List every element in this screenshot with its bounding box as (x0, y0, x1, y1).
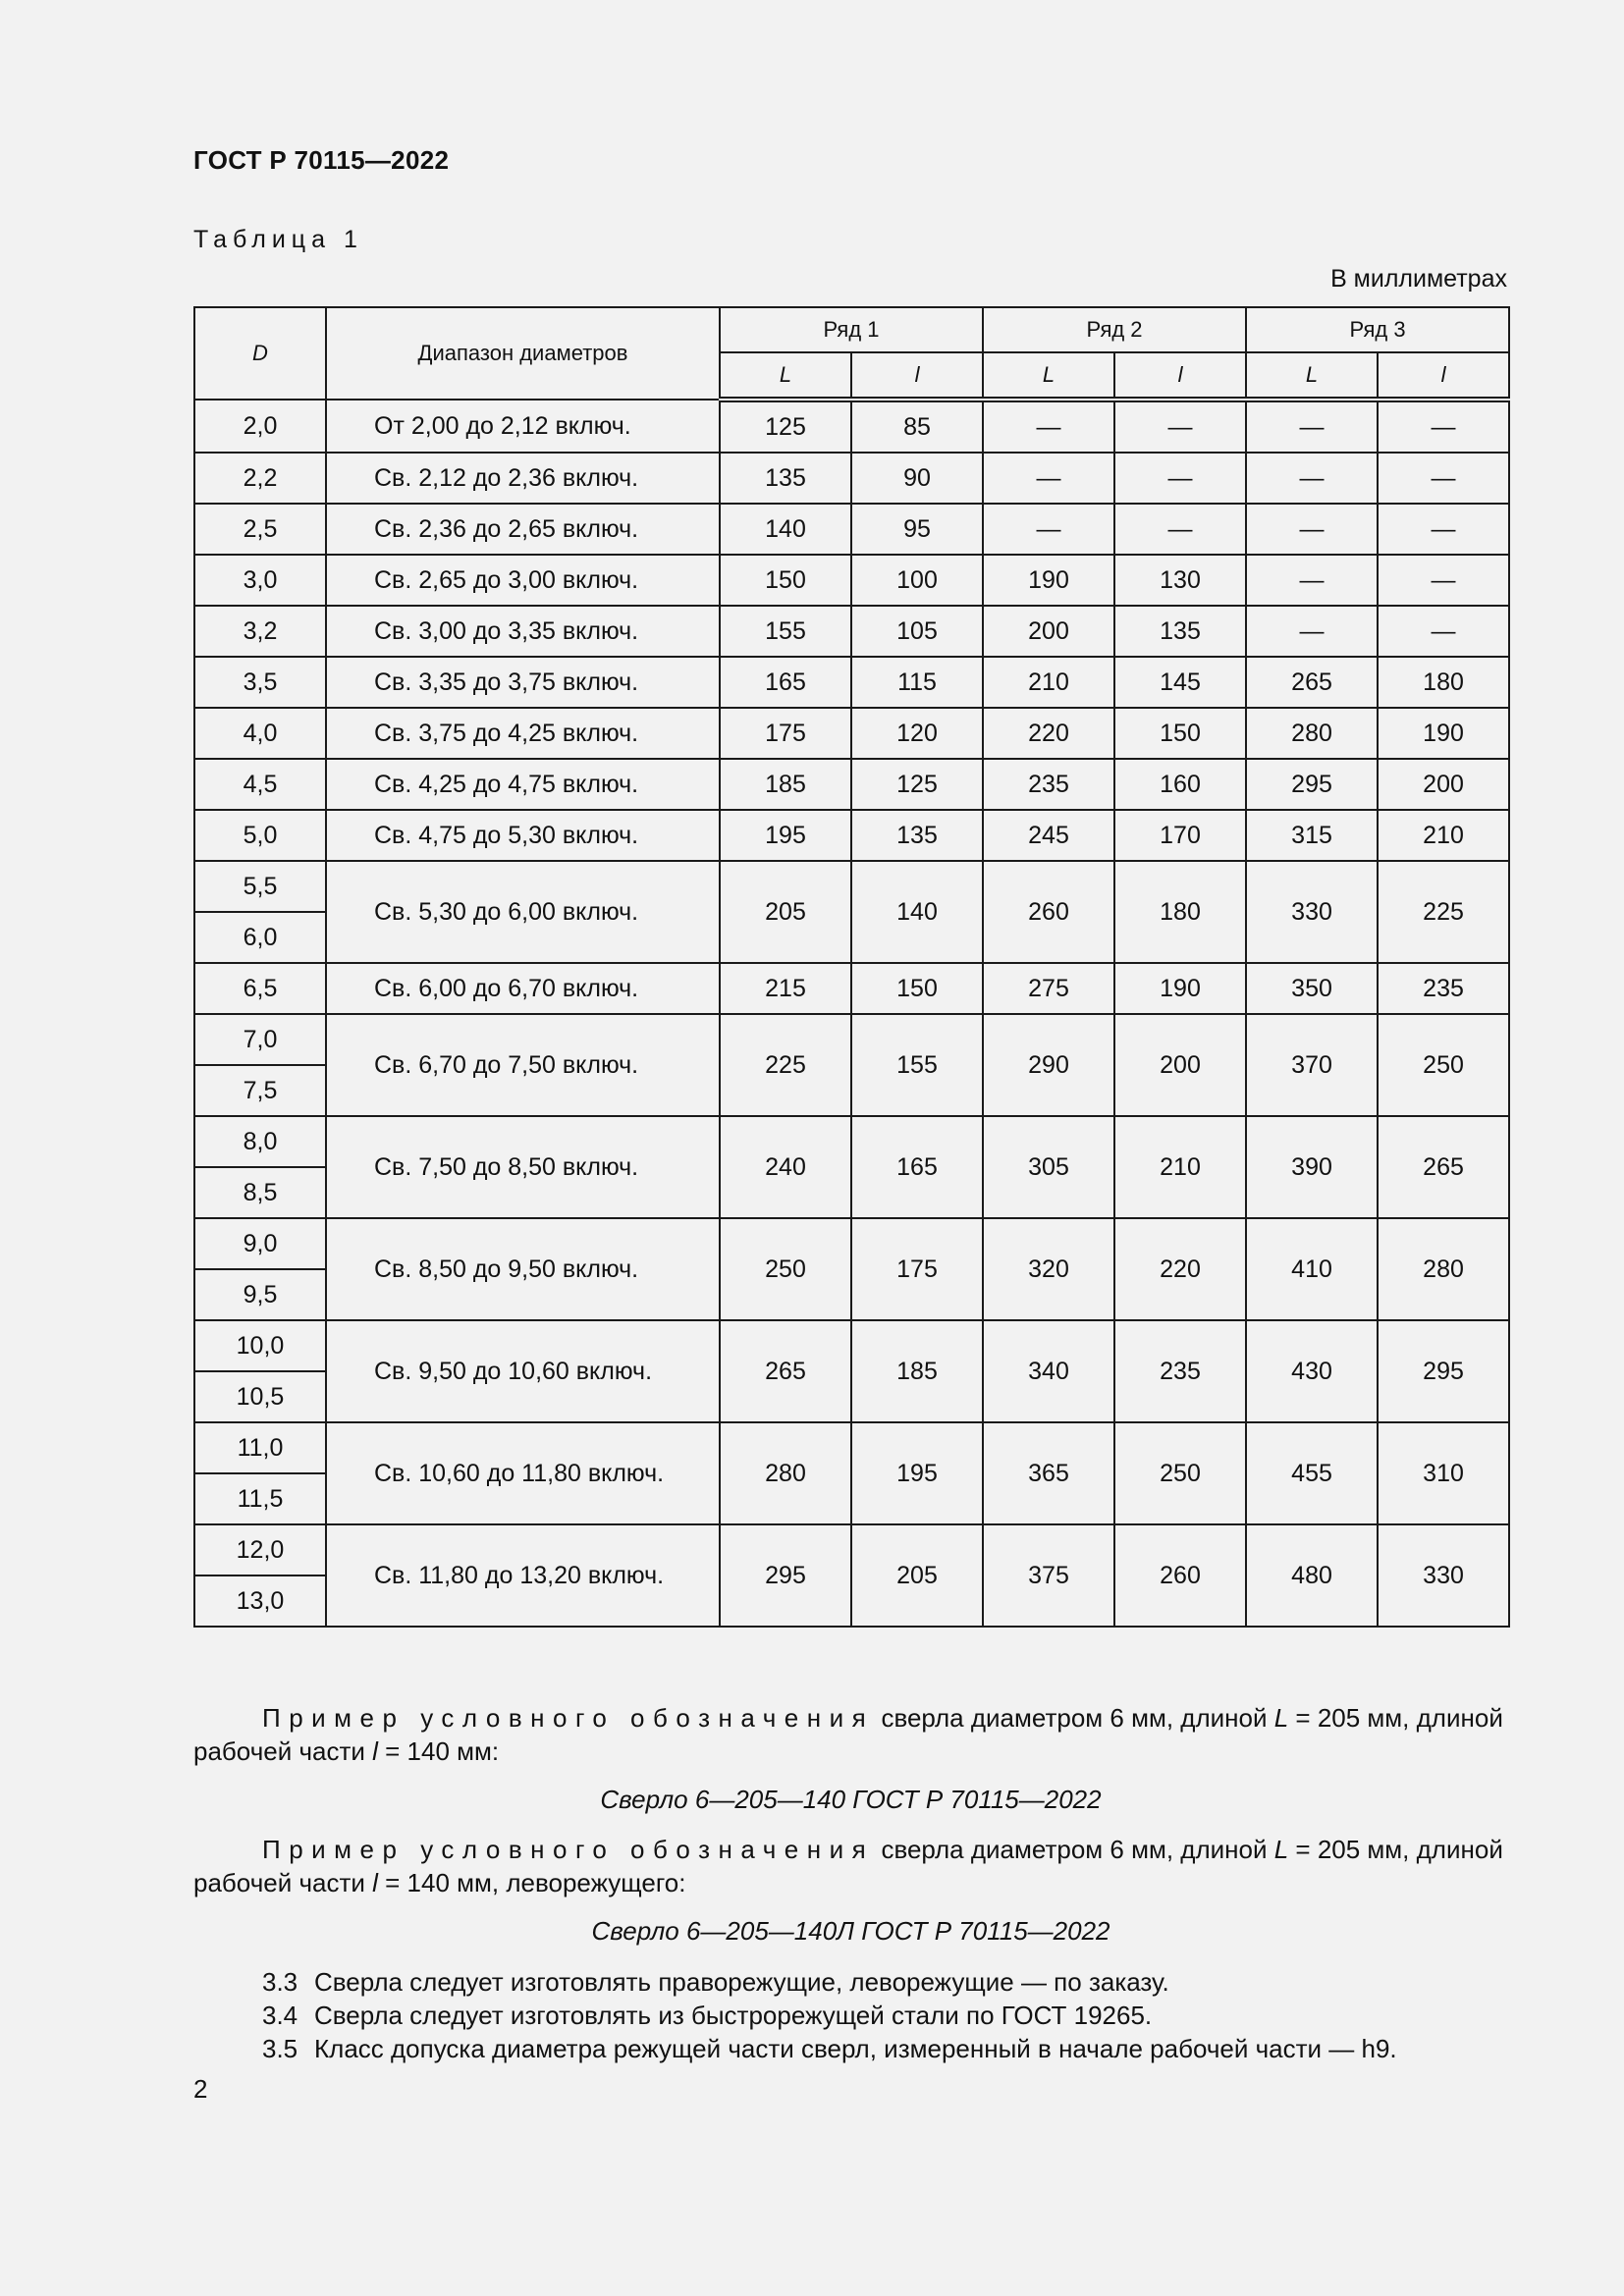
cell-d: 9,5 (194, 1269, 326, 1320)
cell-row2-L: 235 (983, 759, 1114, 810)
cell-row2-L: — (983, 400, 1114, 453)
cell-row3-l: 330 (1378, 1524, 1509, 1627)
clause-text: Сверла следует изготовлять праворежущие, леворежущие — по заказу. (314, 1967, 1169, 1997)
cell-d: 6,0 (194, 912, 326, 963)
table-row (194, 1014, 1509, 1065)
example-2-designation: Сверло 6—205—140Л ГОСТ Р 70115—2022 (591, 1916, 1110, 1946)
table-body (194, 400, 1509, 1627)
cell-row3-L: 330 (1246, 861, 1378, 963)
cell-d: 3,5 (194, 657, 326, 708)
cell-row1-l: 125 (851, 759, 983, 810)
clause-number: 3.4 (262, 2001, 298, 2030)
cell-range: Св. 6,00 до 6,70 включ. (326, 963, 720, 1014)
cell-d: 13,0 (194, 1575, 326, 1627)
cell-row1-L: 195 (720, 810, 851, 861)
cell-row2-L: — (983, 453, 1114, 504)
cell-row1-l: 155 (851, 1014, 983, 1116)
cell-row2-l: 170 (1114, 810, 1246, 861)
cell-range: Св. 5,30 до 6,00 включ. (326, 861, 720, 963)
cell-range: Св. 4,25 до 4,75 включ. (326, 759, 720, 810)
cell-range: Св. 3,35 до 3,75 включ. (326, 657, 720, 708)
cell-row1-l: 165 (851, 1116, 983, 1218)
cell-row2-L: 275 (983, 963, 1114, 1014)
cell-row1-l: 105 (851, 606, 983, 657)
cell-range: Св. 7,50 до 8,50 включ. (326, 1116, 720, 1218)
cell-row3-l: 265 (1378, 1116, 1509, 1218)
cell-row1-L: 185 (720, 759, 851, 810)
cell-row2-l: — (1114, 504, 1246, 555)
cell-row1-l: 85 (851, 400, 983, 453)
clause-number: 3.3 (262, 1967, 298, 1997)
table-row (194, 453, 1509, 504)
clause-3-5 (262, 2034, 1397, 2064)
cell-row3-l: 180 (1378, 657, 1509, 708)
cell-row3-L: 480 (1246, 1524, 1378, 1627)
cell-d: 2,2 (194, 453, 326, 504)
cell-d: 3,2 (194, 606, 326, 657)
cell-d: 10,0 (194, 1320, 326, 1371)
dimensions-table (193, 306, 1510, 1628)
cell-row1-L: 165 (720, 657, 851, 708)
cell-d: 7,5 (194, 1065, 326, 1116)
cell-row1-l: 100 (851, 555, 983, 606)
cell-range: Св. 9,50 до 10,60 включ. (326, 1320, 720, 1422)
cell-d: 12,0 (194, 1524, 326, 1575)
cell-range: Св. 11,80 до 13,20 включ. (326, 1524, 720, 1627)
example-2-part-a: сверла диаметром 6 мм, длиной (881, 1835, 1268, 1864)
header-row2-L: L (983, 352, 1114, 400)
cell-row2-L: 365 (983, 1422, 1114, 1524)
table-row (194, 1218, 1509, 1269)
cell-row3-L: 295 (1246, 759, 1378, 810)
example-2-label: Пример условного обозначения (262, 1835, 875, 1864)
cell-row3-L: — (1246, 453, 1378, 504)
cell-row2-l: 190 (1114, 963, 1246, 1014)
clause-text: Сверла следует изготовлять из быстрорежущей стали по ГОСТ 19265. (314, 2001, 1153, 2030)
table-row (194, 504, 1509, 555)
cell-row3-L: 280 (1246, 708, 1378, 759)
cell-row3-l: 250 (1378, 1014, 1509, 1116)
header-d: D (194, 307, 326, 400)
cell-row3-L: 350 (1246, 963, 1378, 1014)
cell-d: 2,5 (194, 504, 326, 555)
cell-row3-l: 235 (1378, 963, 1509, 1014)
cell-row1-L: 135 (720, 453, 851, 504)
cell-range: Св. 2,12 до 2,36 включ. (326, 453, 720, 504)
header-row1-L: L (720, 352, 851, 400)
table-row (194, 810, 1509, 861)
example-2-text (193, 1833, 1508, 1899)
header-row2: Ряд 2 (983, 307, 1246, 352)
example-1-L-symbol: L (1273, 1703, 1289, 1733)
cell-row2-l: 200 (1114, 1014, 1246, 1116)
cell-row1-l: 140 (851, 861, 983, 963)
example-1-text (193, 1701, 1508, 1768)
cell-row1-L: 140 (720, 504, 851, 555)
cell-row1-l: 195 (851, 1422, 983, 1524)
cell-row3-L: — (1246, 400, 1378, 453)
cell-row1-l: 115 (851, 657, 983, 708)
cell-row2-l: 145 (1114, 657, 1246, 708)
cell-d: 5,0 (194, 810, 326, 861)
cell-row3-L: 370 (1246, 1014, 1378, 1116)
cell-range: Св. 3,00 до 3,35 включ. (326, 606, 720, 657)
cell-row2-l: — (1114, 453, 1246, 504)
cell-row1-L: 125 (720, 400, 851, 453)
cell-row3-L: 430 (1246, 1320, 1378, 1422)
clause-3-3 (262, 1967, 1169, 1998)
cell-row3-L: 315 (1246, 810, 1378, 861)
cell-row3-l: — (1378, 606, 1509, 657)
cell-d: 4,5 (194, 759, 326, 810)
cell-row1-L: 265 (720, 1320, 851, 1422)
cell-row2-l: 160 (1114, 759, 1246, 810)
table-row (194, 606, 1509, 657)
table-row (194, 708, 1509, 759)
cell-row3-L: — (1246, 504, 1378, 555)
cell-row2-L: 320 (983, 1218, 1114, 1320)
header-row1: Ряд 1 (720, 307, 983, 352)
header-row3: Ряд 3 (1246, 307, 1509, 352)
cell-row2-l: 180 (1114, 861, 1246, 963)
cell-row3-l: — (1378, 504, 1509, 555)
header-row1-l: l (851, 352, 983, 400)
cell-row3-L: 455 (1246, 1422, 1378, 1524)
cell-row3-l: — (1378, 400, 1509, 453)
cell-row1-L: 250 (720, 1218, 851, 1320)
example-1-part-a: сверла диаметром 6 мм, длиной (881, 1703, 1268, 1733)
table-row (194, 963, 1509, 1014)
cell-row2-l: 210 (1114, 1116, 1246, 1218)
cell-row3-l: — (1378, 453, 1509, 504)
cell-d: 11,0 (194, 1422, 326, 1473)
cell-row1-L: 280 (720, 1422, 851, 1524)
cell-row2-l: 150 (1114, 708, 1246, 759)
cell-row3-l: 280 (1378, 1218, 1509, 1320)
cell-range: Св. 6,70 до 7,50 включ. (326, 1014, 720, 1116)
cell-row3-l: 190 (1378, 708, 1509, 759)
header-row3-l: l (1378, 352, 1509, 400)
example-1-part-b: = 205 мм, длиной рабочей части (193, 1703, 1503, 1766)
table-row (194, 1116, 1509, 1167)
cell-row2-l: 130 (1114, 555, 1246, 606)
cell-row2-L: 220 (983, 708, 1114, 759)
cell-d: 4,0 (194, 708, 326, 759)
clause-number: 3.5 (262, 2034, 298, 2063)
table-row (194, 861, 1509, 912)
cell-row1-l: 120 (851, 708, 983, 759)
cell-range: Св. 2,36 до 2,65 включ. (326, 504, 720, 555)
cell-row1-L: 215 (720, 963, 851, 1014)
example-2-part-b: = 205 мм, длиной рабочей части (193, 1835, 1503, 1897)
cell-row3-l: — (1378, 555, 1509, 606)
table-caption: Таблица 1 (193, 226, 363, 253)
cell-row3-l: 200 (1378, 759, 1509, 810)
cell-range: Св. 2,65 до 3,00 включ. (326, 555, 720, 606)
cell-row2-L: 340 (983, 1320, 1114, 1422)
cell-row1-l: 135 (851, 810, 983, 861)
table-row (194, 400, 1509, 453)
document-code: ГОСТ Р 70115—2022 (193, 145, 450, 175)
cell-row1-L: 155 (720, 606, 851, 657)
cell-row2-L: 305 (983, 1116, 1114, 1218)
example-2-L-symbol: L (1273, 1835, 1289, 1864)
cell-row3-l: 210 (1378, 810, 1509, 861)
cell-row2-L: 200 (983, 606, 1114, 657)
cell-row2-L: 375 (983, 1524, 1114, 1627)
table-row (194, 759, 1509, 810)
cell-row3-l: 310 (1378, 1422, 1509, 1524)
cell-row1-l: 175 (851, 1218, 983, 1320)
cell-row2-L: 260 (983, 861, 1114, 963)
cell-row2-l: 135 (1114, 606, 1246, 657)
cell-d: 7,0 (194, 1014, 326, 1065)
clause-3-4 (262, 2001, 1152, 2031)
cell-d: 3,0 (194, 555, 326, 606)
header-row2-l: l (1114, 352, 1246, 400)
cell-row1-L: 150 (720, 555, 851, 606)
cell-d: 11,5 (194, 1473, 326, 1524)
cell-row2-l: 235 (1114, 1320, 1246, 1422)
cell-row1-L: 205 (720, 861, 851, 963)
cell-range: Св. 10,60 до 11,80 включ. (326, 1422, 720, 1524)
table-row (194, 1320, 1509, 1371)
cell-row3-L: 390 (1246, 1116, 1378, 1218)
table-row (194, 657, 1509, 708)
cell-row3-L: 410 (1246, 1218, 1378, 1320)
cell-row2-l: 250 (1114, 1422, 1246, 1524)
cell-range: От 2,00 до 2,12 включ. (326, 400, 720, 453)
cell-d: 10,5 (194, 1371, 326, 1422)
cell-row1-L: 295 (720, 1524, 851, 1627)
cell-row3-L: 265 (1246, 657, 1378, 708)
cell-d: 9,0 (194, 1218, 326, 1269)
cell-range: Св. 8,50 до 9,50 включ. (326, 1218, 720, 1320)
cell-row3-L: — (1246, 606, 1378, 657)
cell-range: Св. 3,75 до 4,25 включ. (326, 708, 720, 759)
cell-d: 6,5 (194, 963, 326, 1014)
header-range: Диапазон диаметров (326, 307, 720, 400)
cell-row2-l: 220 (1114, 1218, 1246, 1320)
table-row (194, 555, 1509, 606)
cell-row2-L: 190 (983, 555, 1114, 606)
table-row (194, 1524, 1509, 1575)
example-1-part-c: = 140 мм: (385, 1736, 500, 1766)
example-2-l-symbol: l (372, 1868, 378, 1897)
table-row (194, 1422, 1509, 1473)
cell-row1-l: 150 (851, 963, 983, 1014)
cell-d: 8,0 (194, 1116, 326, 1167)
example-1-label: Пример условного обозначения (262, 1703, 875, 1733)
cell-row1-l: 205 (851, 1524, 983, 1627)
cell-row2-L: 210 (983, 657, 1114, 708)
cell-row3-L: — (1246, 555, 1378, 606)
cell-row1-l: 185 (851, 1320, 983, 1422)
cell-row3-l: 295 (1378, 1320, 1509, 1422)
cell-d: 2,0 (194, 400, 326, 453)
cell-row2-L: 290 (983, 1014, 1114, 1116)
cell-row1-L: 240 (720, 1116, 851, 1218)
cell-row1-l: 90 (851, 453, 983, 504)
cell-row2-L: 245 (983, 810, 1114, 861)
cell-range: Св. 4,75 до 5,30 включ. (326, 810, 720, 861)
page-number: 2 (193, 2074, 208, 2104)
cell-row1-l: 95 (851, 504, 983, 555)
example-1-designation: Сверло 6—205—140 ГОСТ Р 70115—2022 (600, 1785, 1102, 1814)
table-units: В миллиметрах (1330, 265, 1507, 293)
cell-row1-L: 175 (720, 708, 851, 759)
clause-text: Класс допуска диаметра режущей части сверл, измеренный в начале рабочей части — h9. (314, 2034, 1397, 2063)
header-row3-L: L (1246, 352, 1378, 400)
cell-row2-l: 260 (1114, 1524, 1246, 1627)
example-1-l-symbol: l (372, 1736, 378, 1766)
cell-row2-l: — (1114, 400, 1246, 453)
cell-d: 8,5 (194, 1167, 326, 1218)
example-2-part-c: = 140 мм, леворежущего: (385, 1868, 686, 1897)
cell-row2-L: — (983, 504, 1114, 555)
cell-row3-l: 225 (1378, 861, 1509, 963)
cell-d: 5,5 (194, 861, 326, 912)
cell-row1-L: 225 (720, 1014, 851, 1116)
